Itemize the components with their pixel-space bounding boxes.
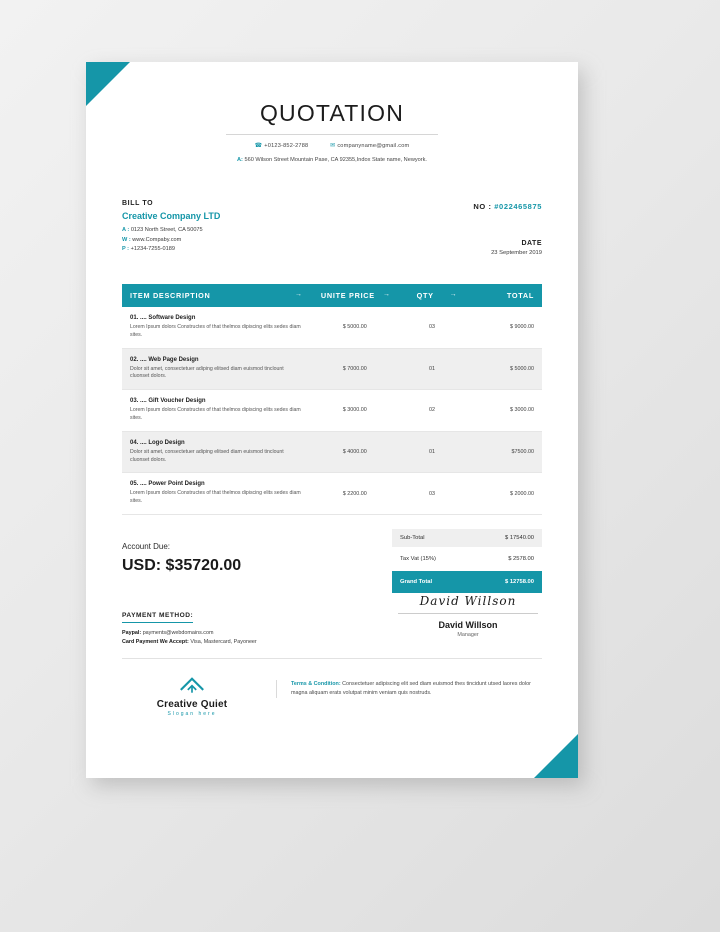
bill-to-address-row [122,227,342,233]
quotation-document [86,62,578,778]
row-qty: 01 [399,348,466,390]
bill-to-heading: BILL TO [122,200,154,207]
row-price: $ 5000.00 [311,307,399,348]
table-row [122,307,542,348]
company-logo-slogan: Slogan here [167,711,217,717]
column-qty [399,284,466,307]
bill-to-address-label: A : [122,227,130,233]
date-label: DATE [521,240,542,247]
table-row [122,390,542,432]
title-divider [226,134,438,135]
row-desc: Lorem Ipsum dolors Constructes of that thelmos dipiscing elits sedes diam sites. [130,324,301,338]
row-desc: Dolor sit amet, consectetuer adiping elitsed diam euismod tinclount cluonset dolors. [130,448,284,463]
header-phone [255,142,309,149]
bill-to-block [122,200,342,256]
terms-heading: Terms & Condition: [291,681,341,687]
row-price: $ 3000.00 [311,390,399,432]
corner-accent-bottom-right-icon [534,734,578,778]
arrow-right-icon: → [383,291,391,298]
row-total: $ 5000.00 [465,348,542,390]
table-header-row [122,284,542,307]
row-description-cell [122,390,311,432]
tax-row [392,550,542,568]
bill-to-phone-label: P : [122,246,130,252]
terms-text: Consectetuer adipiscing elit sed diam euismod thes tincidunt utsed laores dolor magna aliquam erats volutpat minim veniam quis nostruds. [291,681,531,697]
row-description-cell [122,348,311,390]
payment-method-block [122,604,372,648]
bill-to-phone-row [122,246,342,252]
company-logo-name: Creative Quiet [156,699,228,710]
signature-divider [398,613,538,614]
account-due-amount: USD: $35720.00 [122,557,242,574]
header-address-line [86,157,578,163]
date-value: 23 September 2019 [491,250,542,256]
grand-total-row [392,571,542,593]
line-items-head [122,284,542,307]
quotation-number [473,202,542,211]
header-phone-value: +0123-852-2788 [264,142,309,149]
phone-icon: ☎ [254,143,263,149]
quotation-number-value: #022465875 [494,202,542,211]
column-qty-label: QTY [416,291,434,300]
arrow-right-icon: → [449,291,458,298]
payment-card-value: Visa, Mastercard, Payoneer [190,639,257,645]
date-block [491,240,542,256]
row-price: $ 4000.00 [311,431,399,473]
row-desc: Dolor sit amet, consectetuer adiping elitsed diam euismod tinclount cluonset dolors. [130,365,284,380]
row-title: 03. .... Gift Voucher Design [130,398,206,405]
table-row [122,431,542,473]
row-description-cell [122,473,311,515]
bill-to-web-row [122,237,342,243]
payment-card-label: Card Payment We Accept: [122,639,189,645]
row-total: $ 2000.00 [465,473,542,515]
bill-to-address-value: 0123 North Street, CA 50075 [130,227,203,233]
line-items-table [122,284,542,515]
table-row [122,473,542,515]
signature-block [398,594,538,638]
payment-paypal-value: payments@webdomains.com [142,630,214,636]
bill-to-phone-value: +1234-7255-0189 [130,246,175,252]
grand-total-value: $ 12758.00 [504,579,534,585]
payment-paypal-label: Paypal: [122,630,142,636]
column-total-label: TOTAL [506,291,534,300]
signature-role: Manager [457,632,479,638]
column-total [465,284,542,307]
grand-total-label: Grand Total [400,579,433,585]
quotation-number-block [473,202,542,211]
header-address-label: A: [237,157,243,163]
bill-to-web-label: W : [122,236,131,243]
row-title: 04. .... Logo Design [130,439,185,446]
row-title: 02. .... Web Page Design [130,356,199,363]
row-total: $ 9000.00 [465,307,542,348]
column-item-description-label: ITEM DESCRIPTION [130,291,211,300]
page-title: QUOTATION [259,100,405,126]
row-total: $7500.00 [465,431,542,473]
row-total: $ 3000.00 [465,390,542,432]
row-description-cell [122,307,311,348]
footer-divider [122,658,542,659]
payment-card-row [122,639,372,645]
column-unit-price [311,284,399,307]
row-qty: 01 [399,431,466,473]
row-qty: 02 [399,390,466,432]
arrow-right-icon: → [295,291,303,298]
header-contact-line [86,142,578,149]
subtotal-label: Sub-Total [400,535,425,541]
row-desc: Lorem Ipsum dolors Constructes of that thelmos dipiscing elits sedes diam sites. [130,490,301,505]
totals-block [392,529,542,596]
subtotal-row [392,529,542,547]
terms-and-conditions [276,680,541,698]
row-desc: Lorem Ipsum dolors Constructes of that thelmos dipiscing elits sedes diam sites. [130,407,301,421]
account-due-block [122,542,241,575]
company-logo [132,674,252,717]
roof-arrow-logo-icon [178,674,206,696]
row-title: 05. .... Power Point Design [130,481,205,488]
line-items-body [122,307,542,514]
row-qty: 03 [399,473,466,515]
row-qty: 03 [399,307,466,348]
tax-label: Tax Vat (15%) [400,556,436,562]
tax-value: $ 2578.00 [508,556,534,562]
row-description-cell [122,431,311,473]
row-price: $ 7000.00 [311,348,399,390]
payment-paypal-row [122,630,372,636]
bill-to-company: Creative Company LTD [122,211,221,221]
payment-method-heading: PAYMENT METHOD: [122,612,193,623]
column-item-description [122,284,311,307]
signature-name: David Willson [438,620,498,630]
row-title: 01. .... Software Design [130,315,196,321]
quotation-number-label: NO : [473,202,492,211]
header-address-value: 560 Wilson Street Mountain Pase, CA 92355,Indox State name, Newyork. [244,157,427,163]
subtotal-value: $ 17540.00 [504,535,534,541]
header-email-value: companyname@gmail.com [337,142,410,149]
table-row [122,348,542,390]
account-due-label: Account Due: [122,542,171,551]
envelope-icon: ✉ [330,143,336,149]
signature-scribble: David Willson [419,594,517,608]
bill-to-web-value: www.Compaby.com [132,236,182,243]
row-price: $ 2200.00 [311,473,399,515]
column-unit-price-label: UNITE PRICE [320,291,375,300]
header-email [330,142,409,149]
